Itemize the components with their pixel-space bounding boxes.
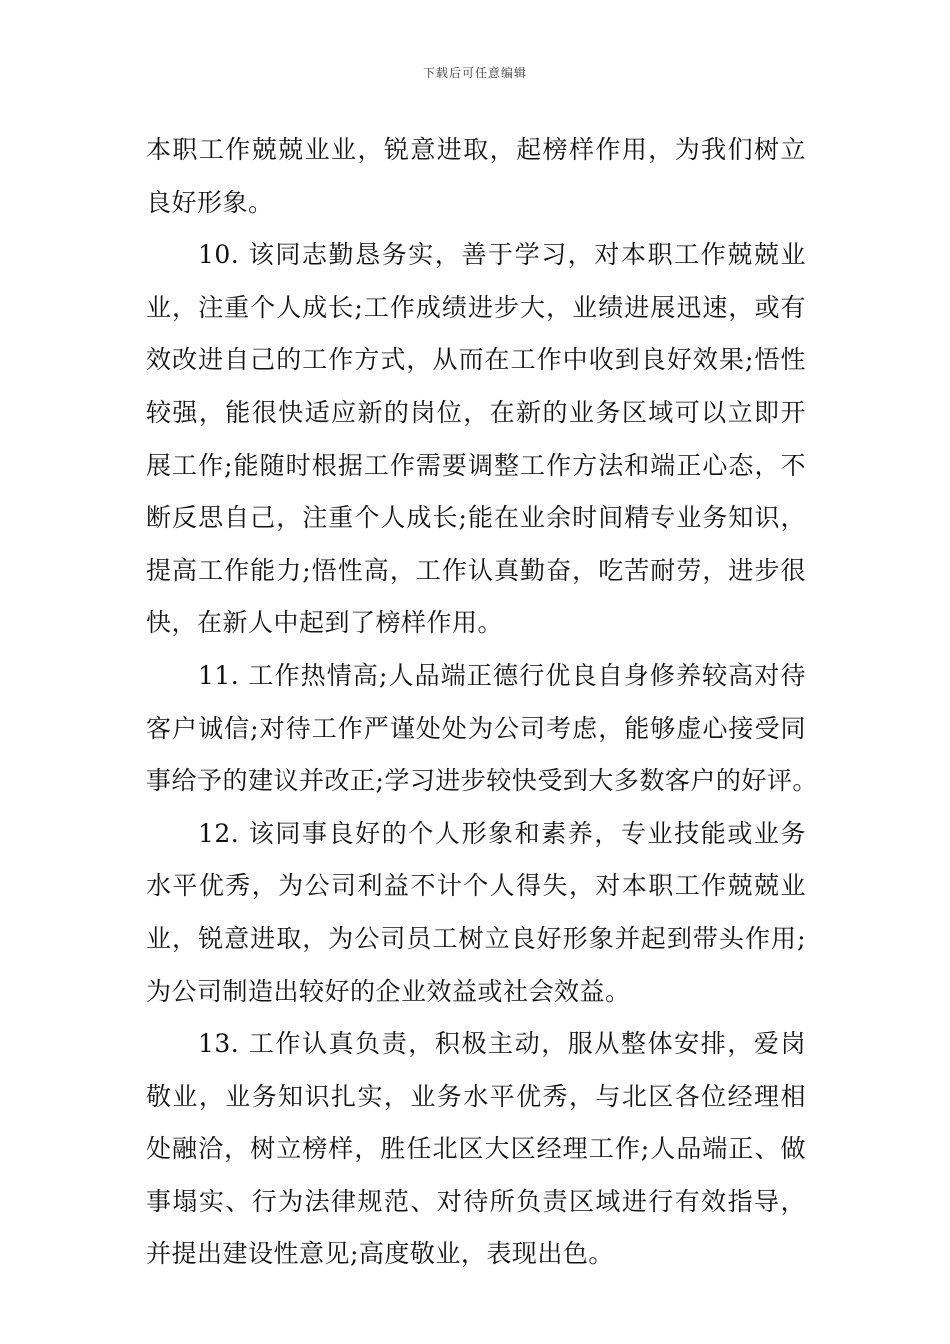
text-line: 展工作;能随时根据工作需要调整工作方法和端正心态，不 [146,450,806,480]
text-line: 业，注重个人成长;工作成绩进步大，业绩进展迅速，或有 [146,292,806,322]
text-line: 事给予的建议并改正;学习进步较快受到大多数客户的好评。 [146,766,818,796]
paragraph-12-start: 12. 该同事良好的个人形象和素养，专业技能或业务 [198,818,806,848]
text-line: 客户诚信;对待工作严谨处处为公司考虑，能够虚心接受同 [146,713,806,743]
text-line: 敬业，业务知识扎实，业务水平优秀，与北区各位经理相 [146,1081,806,1111]
text-line: 断反思自己，注重个人成长;能在业余时间精专业务知识， [146,503,806,533]
text-line: 提高工作能力;悟性高，工作认真勤奋，吃苦耐劳，进步很 [146,555,806,585]
paragraph-10-start: 10. 该同志勤恳务实，善于学习，对本职工作兢兢业 [198,240,806,270]
paragraph-13-start: 13. 工作认真负责，积极主动，服从整体安排，爱岗 [198,1029,806,1059]
paragraph-11-start: 11. 工作热情高;人品端正德行优良自身修养较高对待 [198,660,806,690]
text-line: 较强，能很快适应新的岗位，在新的业务区域可以立即开 [146,397,806,427]
document-body [146,124,818,1281]
text-line: 处融洽，树立榜样，胜任北区大区经理工作;人品端正、做 [146,1134,806,1164]
text-line: 为公司制造出较好的企业效益或社会效益。 [146,976,631,1006]
text-line: 良好形象。 [146,187,274,217]
text-line: 水平优秀，为公司利益不计个人得失，对本职工作兢兢业 [146,871,806,901]
text-line: 效改进自己的工作方式，从而在工作中收到良好效果;悟性 [146,345,806,375]
text-line: 本职工作兢兢业业，锐意进取，起榜样作用，为我们树立 [146,135,806,164]
text-line: 快，在新人中起到了榜样作用。 [146,608,504,638]
page-header: 下载后可任意编辑 [422,66,527,80]
text-line: 事塌实、行为法律规范、对待所负责区域进行有效指导， [146,1186,806,1216]
text-line: 并提出建设性意见;高度敬业，表现出色。 [146,1239,614,1269]
text-line: 业，锐意进取，为公司员工树立良好形象并起到带头作用; [146,923,806,953]
